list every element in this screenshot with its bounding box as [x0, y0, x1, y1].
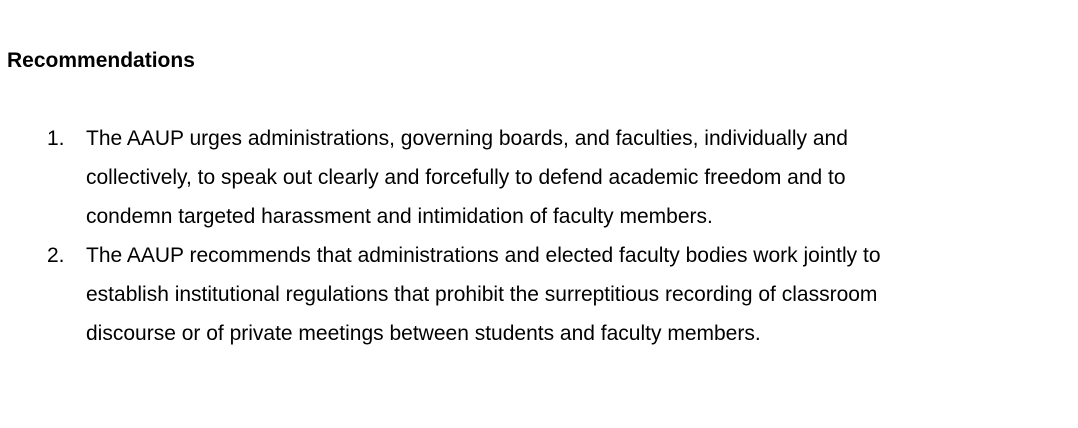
section-heading: Recommendations: [7, 49, 195, 72]
recommendation-text-line: condemn targeted harassment and intimidation of faculty members.: [86, 205, 713, 228]
list-number: 2.: [47, 244, 65, 267]
recommendation-text-line: establish institutional regulations that prohibit the surreptitious recording of classroom: [86, 283, 878, 306]
recommendation-item: [0, 119, 1070, 236]
recommendations-list: [0, 119, 1070, 353]
recommendation-text-line: collectively, to speak out clearly and forcefully to defend academic freedom and to: [86, 166, 846, 189]
recommendation-item: [0, 236, 1070, 353]
recommendation-text-line: The AAUP urges administrations, governing boards, and faculties, individually and: [86, 127, 848, 150]
recommendation-text-line: discourse or of private meetings between students and faculty members.: [86, 322, 761, 345]
recommendation-text-line: The AAUP recommends that administrations and elected faculty bodies work jointly to: [86, 244, 881, 267]
list-number: 1.: [47, 127, 65, 150]
